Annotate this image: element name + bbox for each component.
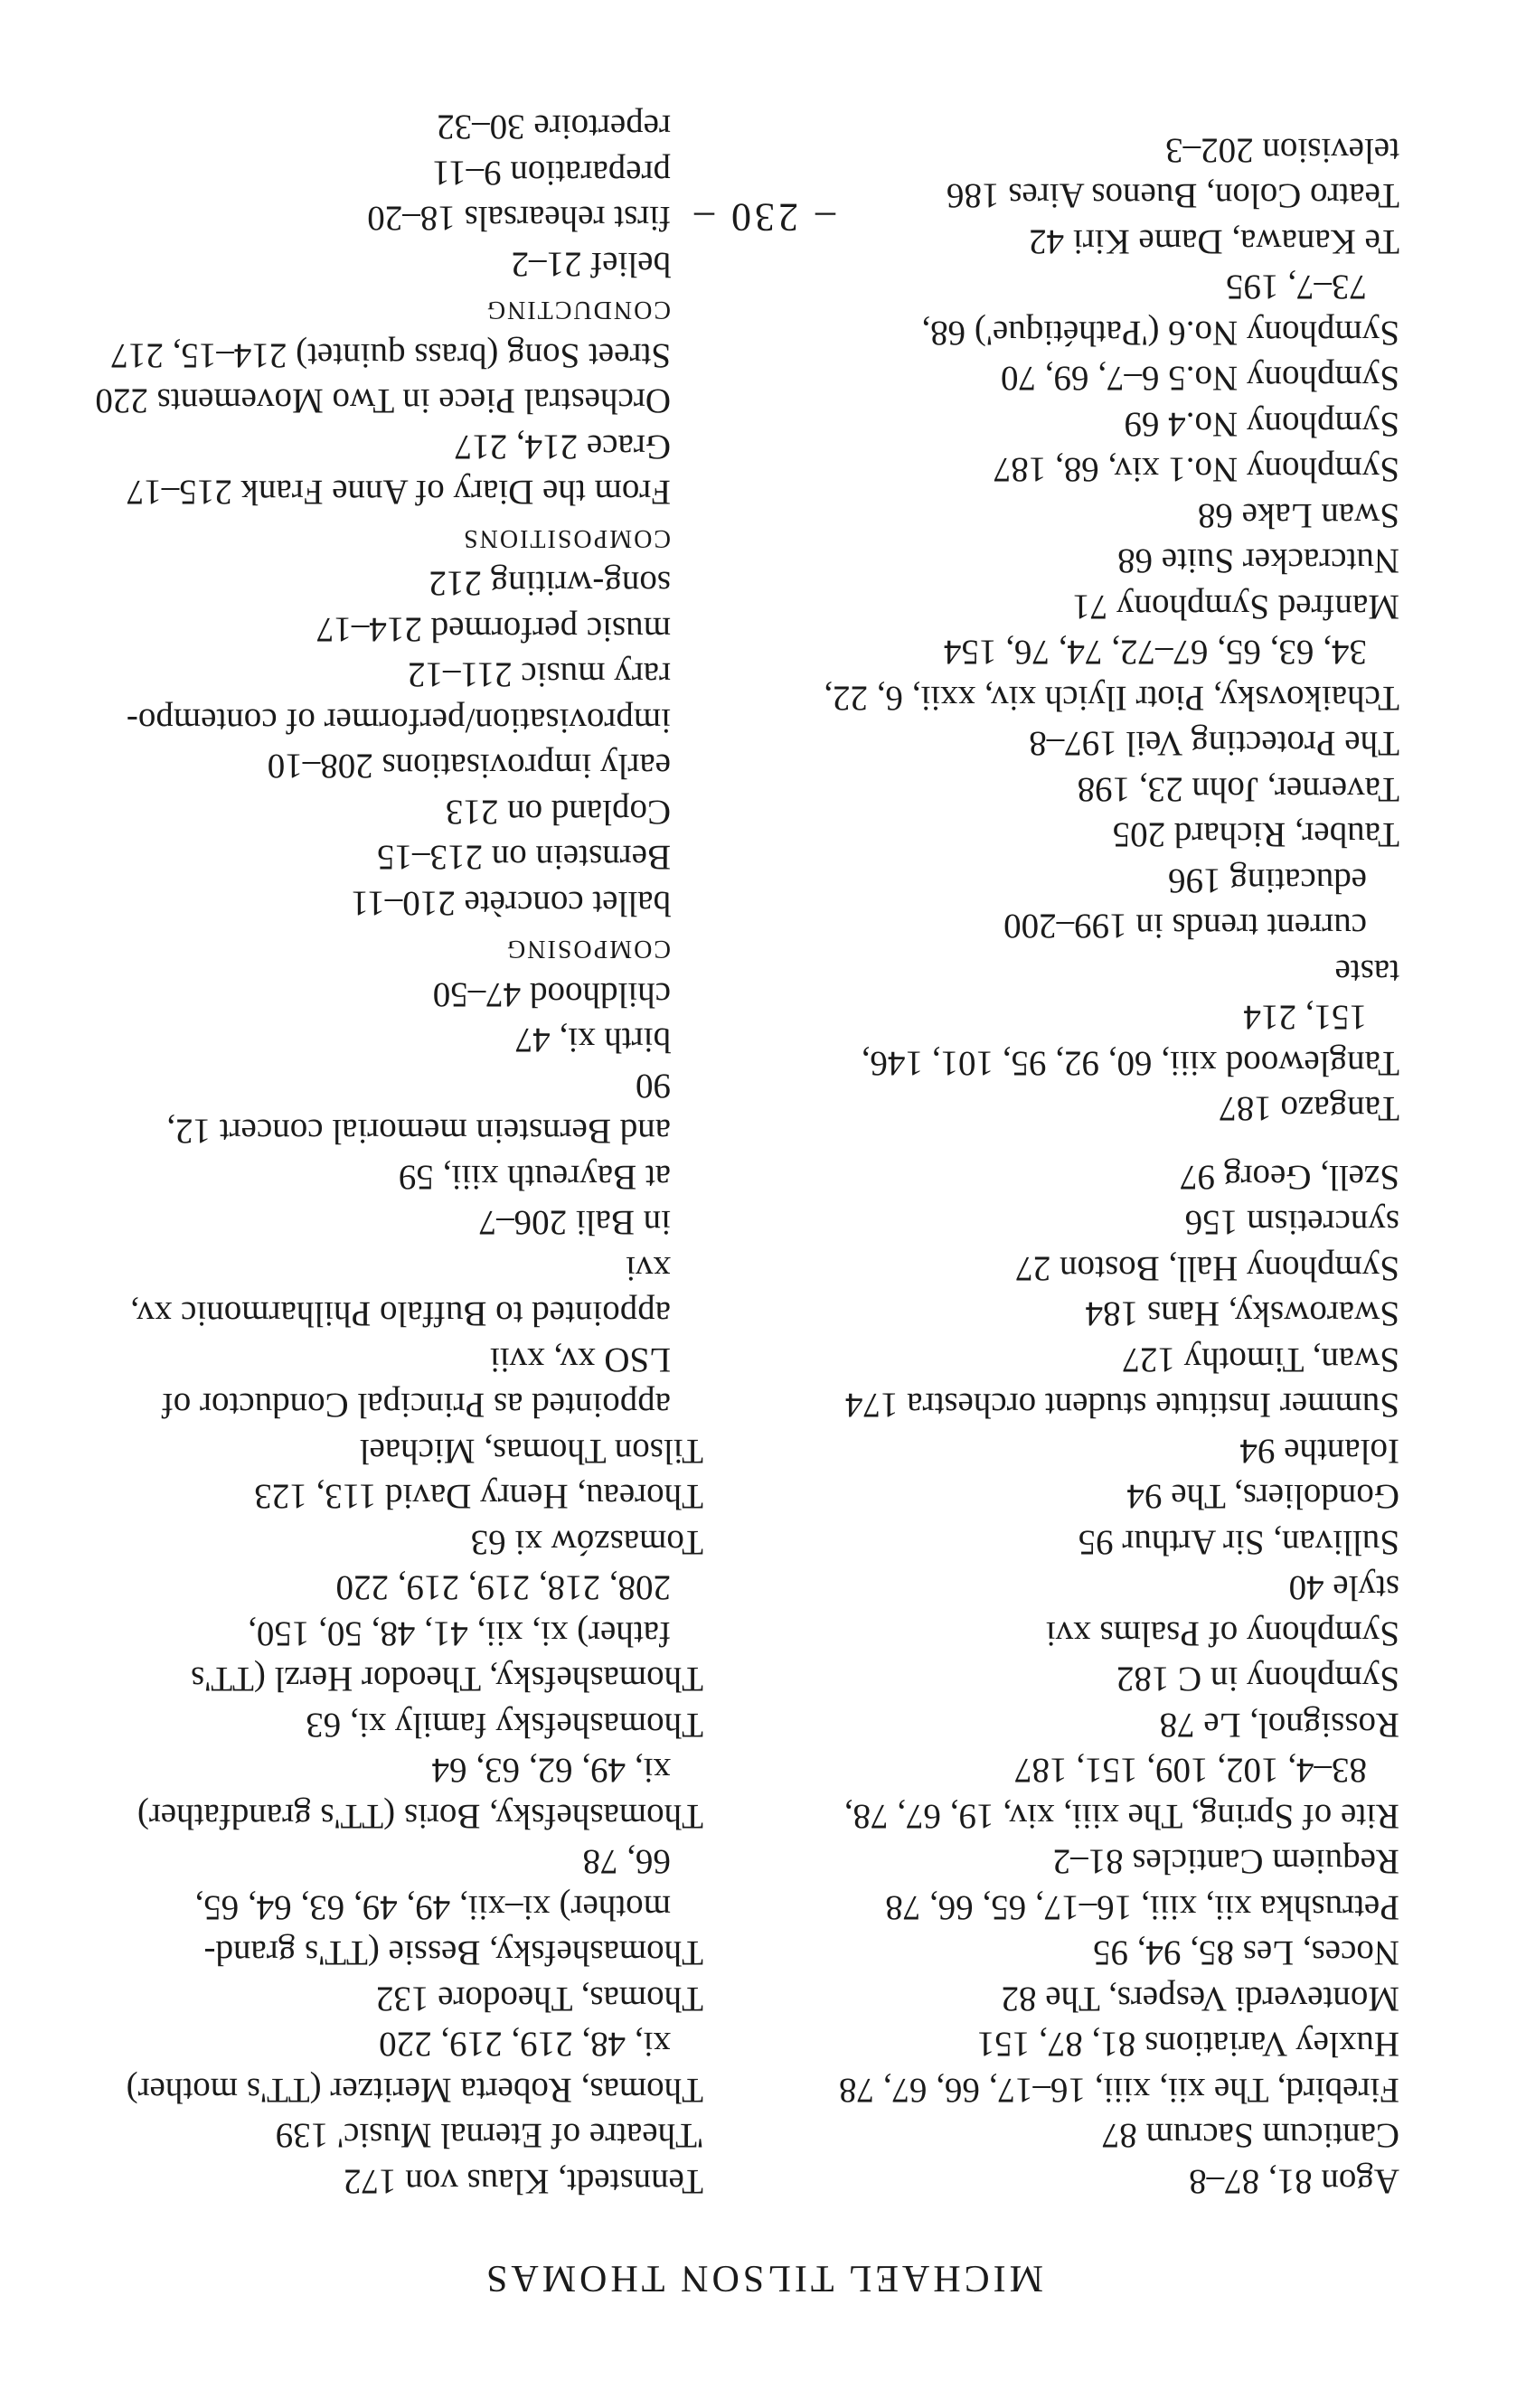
index-entry: Swarowsky, Hans 184 xyxy=(1085,1294,1399,1334)
index-entry: Thomashefsky, Theodor Herzl (TT's xyxy=(191,1660,703,1699)
index-column-left xyxy=(749,127,1399,2205)
index-entry: childhood 47–50 xyxy=(432,975,671,1014)
index-entry: ballet concrète 210–11 xyxy=(351,884,671,923)
running-head: MICHAEL TILSON THOMAS xyxy=(483,2257,1043,2299)
index-entry: 90 xyxy=(636,1067,671,1105)
index-entry: song-writing 212 xyxy=(429,564,671,604)
index-entry: Swan Lake 68 xyxy=(1197,496,1399,535)
index-entry: taste xyxy=(1334,953,1399,992)
index-entry: appointed to Buffalo Philharmonic xv, xyxy=(130,1294,671,1334)
index-entry: Tauber, Richard 205 xyxy=(1112,815,1399,855)
index-entry: Symphony No.1 xiv, 68, 187 xyxy=(993,450,1399,490)
index-entry: 83–4, 102, 109, 151, 187 xyxy=(1014,1751,1367,1791)
index-entry: Tchaikovsky, Piotr Ilyich xiv, xxii, 6, 22, xyxy=(824,679,1399,718)
index-entry: Requiem Canticles 81–2 xyxy=(1052,1842,1399,1882)
index-entry: television 202–3 xyxy=(1165,131,1399,170)
index-entry: Symphony in C 182 xyxy=(1116,1660,1399,1699)
index-entry: Noces, Les 85, 94, 95 xyxy=(1092,1933,1399,1973)
index-entry: father) xi, xii, 41, 48, 50, 150, xyxy=(248,1614,671,1653)
index-entry: Symphony No.5 6–7, 69, 70 xyxy=(1001,359,1399,399)
index-entry: Summer Institute student orchestra 174 xyxy=(844,1386,1399,1425)
index-entry: Thomas, Roberta Meritzer (TT's mother) xyxy=(126,2071,703,2110)
index-entry: 208, 218, 219, 219, 220 xyxy=(335,1568,671,1608)
index-entry: Tanglewood xiii, 60, 92, 95, 101, 146, xyxy=(861,1044,1399,1083)
index-entry: in Bali 206–7 xyxy=(478,1203,671,1243)
index-entry: Rossignol, Le 78 xyxy=(1159,1706,1399,1745)
index-entry: Tilson Thomas, Michael xyxy=(359,1432,703,1471)
index-entry: Teatro Colon, Buenos Aires 186 xyxy=(947,176,1399,216)
index-entry: 73–7, 195 xyxy=(1226,268,1367,307)
index-entry: Tangazo 187 xyxy=(1219,1089,1399,1129)
index-entry: improvisation/performer of contempo- xyxy=(126,701,671,740)
index-entry: Petrushka xii, xiii, 16–17, 65, 66, 78 xyxy=(885,1888,1399,1927)
page-number: – 230 – xyxy=(691,195,835,240)
index-entry: educating 196 xyxy=(1168,861,1367,900)
index-entry: first rehearsals 18–20 xyxy=(367,199,671,239)
index-entry: Firebird, The xii, xiii, 16–17, 66, 67, 78 xyxy=(838,2071,1399,2110)
index-entry: rary music 211–12 xyxy=(408,655,671,695)
index-entry: Tomaszów xi 63 xyxy=(470,1523,703,1562)
index-entry: Agon 81, 87–8 xyxy=(1189,2162,1399,2201)
index-entry: xvi xyxy=(626,1249,671,1288)
index-entry: Canticum Sacrum 87 xyxy=(1101,2116,1399,2156)
index-entry: belief 21–2 xyxy=(511,245,671,284)
index-entry: Manfred Symphony 71 xyxy=(1072,588,1399,626)
index-entry: Taverner, John 23, 198 xyxy=(1077,770,1399,809)
index-entry: The Protecting Veil 197–8 xyxy=(1029,724,1399,764)
index-entry: Huxley Variations 81, 87, 151 xyxy=(976,2025,1399,2065)
index-entry: appointed as Principal Conductor of xyxy=(161,1386,671,1425)
index-entry: xi, 49, 62, 63, 64 xyxy=(431,1751,671,1791)
index-entry: Sullivan, Sir Arthur 95 xyxy=(1078,1523,1399,1562)
index-entry: 34, 63, 65, 67–72, 74, 76, 154 xyxy=(944,633,1367,673)
index-entry: Grace 214, 217 xyxy=(454,428,671,466)
index-entry: style 40 xyxy=(1288,1568,1399,1608)
index-entry: music performed 214–17 xyxy=(316,610,671,649)
index-entry: mother) xi–xii, 49, 49, 63, 64, 65, xyxy=(194,1888,671,1927)
index-entry: Thomashefsky family xi, 63 xyxy=(306,1706,703,1745)
index-entry: Nutcracker Suite 68 xyxy=(1117,541,1399,581)
index-section-heading: COMPOSING xyxy=(505,935,671,964)
index-entry: Orchestral Piece in Two Movements 220 xyxy=(95,381,671,421)
index-section-heading: CONDUCTING xyxy=(485,296,671,325)
index-entry: Thomashefsky, Bessie (TT's grand- xyxy=(203,1933,703,1973)
index-entry: and Bernstein memorial concert 12, xyxy=(166,1112,671,1152)
index-entry: Symphony of Psalms xvi xyxy=(1045,1614,1399,1653)
index-entry: repertoire 30–32 xyxy=(437,108,671,147)
index-entry: Copland on 213 xyxy=(445,793,671,832)
index-entry: Rite of Spring, The xiii, xiv, 19, 67, 78, xyxy=(843,1797,1399,1836)
index-entry: early improvisations 208–10 xyxy=(267,747,671,786)
index-entry: 151, 214 xyxy=(1243,998,1367,1038)
index-entry: Tennstedt, Klaus von 172 xyxy=(343,2162,703,2201)
index-entry: Thomas, Theodore 132 xyxy=(375,1980,703,2018)
index-entry: Swan, Timothy 127 xyxy=(1122,1340,1399,1379)
index-entry: at Bayreuth xiii, 59 xyxy=(398,1158,671,1197)
index-entry: birth xi, 47 xyxy=(514,1021,671,1060)
index-entry xyxy=(749,1132,1399,1154)
index-entry: Thoreau, Henry David 113, 123 xyxy=(254,1477,703,1517)
index-entry: Bernstein on 213–15 xyxy=(377,838,671,878)
index-entry: preparation 9–11 xyxy=(432,154,671,193)
index-column-right xyxy=(52,104,703,2204)
index-section-heading: COMPOSITIONS xyxy=(462,524,671,552)
index-entry: current trends in 199–200 xyxy=(1003,907,1367,946)
index-entry: Symphony Hall, Boston 27 xyxy=(1015,1249,1399,1288)
index-entry: Szell, Georg 97 xyxy=(1180,1158,1399,1197)
index-entry: LSO xv, xvii xyxy=(489,1340,671,1379)
index-entry: Monteverdi Vespers, The 82 xyxy=(1001,1980,1399,2018)
index-entry: Symphony No.6 ('Pathétique') 68, xyxy=(921,314,1399,353)
index-entry: syncretism 156 xyxy=(1184,1203,1399,1243)
index-entry: Te Kanawa, Dame Kiri 42 xyxy=(1029,222,1399,261)
index-entry: Thomashefsky, Boris (TT's grandfather) xyxy=(137,1797,703,1836)
index-entry: Iolanthe 94 xyxy=(1239,1432,1399,1471)
index-entry: Symphony No.4 69 xyxy=(1124,405,1399,444)
index-entry: 'Theatre of Eternal Music' 139 xyxy=(275,2116,703,2156)
index-entry: 66, 78 xyxy=(582,1842,671,1882)
index-entry: From the Diary of Anne Frank 215–17 xyxy=(126,473,671,513)
index-entry: Gondoliers, The 94 xyxy=(1126,1477,1399,1517)
index-entry: xi, 48, 219, 219, 220 xyxy=(379,2025,671,2065)
index-entry: Street Song (brass quintet) 214–15, 217 xyxy=(110,336,671,375)
